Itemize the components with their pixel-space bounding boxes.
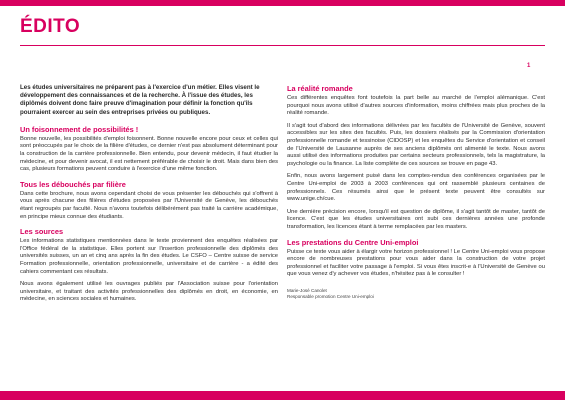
section-title-realite-romande: La réalité romande — [287, 84, 353, 93]
section-paragraph: Il s'agit tout d'abord des informations délivrées par les facultés de l'Université de Genève, souvent accessibles sur les sites des facultés. Puis, les dossiers réalisés par la Commission d'orientation professionnelle romande et tessinoise (CIDOSP) et les enquêtes du Service d'orientation et conseil de l'Université de Lausanne auprès de ses anciens diplômés ont alimenté le texte. Nous avons aussi utilisé des informations produites par certains secteurs professionnels, tels la magistrature, la psychologie ou la finance. La liste complète de ces sources se trouve en page 43. — [287, 122, 545, 167]
section-title-debouches: Tous les débouchés par filière — [20, 179, 126, 189]
section-paragraph: Les informations statistiques mentionnées dans le texte proviennent des enquêtes réalisées par l'Office fédéral de la statistique. Elles portent sur l'insertion professionnelle des diplômés des universités suisses, un an et cinq ans après la fin des études. Le CSFO – Centre suisse de service Formation professionnelle, orientation professionnelle, universitaire et de carrière - a édité des cahiers commentant ces résultats. — [20, 238, 278, 275]
section-paragraph: Enfin, nous avons largement puisé dans les comptes-rendus des conférences organisées par le Centre Uni-emploi de 2003 à 2003 conférences qui ont rassemblé plusieurs centaines de professionnels. Ces résumés ainsi que le présent texte peuvent être consultés sur www.unige.ch/cue. — [287, 173, 545, 203]
section-paragraph: Ces différentes enquêtes font toutefois la part belle au marché de l'emploi alémanique. C'est pourquoi nous avons utilisé d'autres sources d'information, moins chiffrées mais plus proches de la réalité romande. — [287, 95, 545, 117]
page-title: ÉDITO — [20, 16, 81, 37]
bottom-accent-bar — [0, 391, 565, 400]
intro-paragraph: Les études universitaires ne préparent pas à l'exercice d'un métier. Elles visent le développement des connaissances et de la recherche. À l'issue des études, les diplômés doivent donc faire preuve d'imagination pour définir la fonction qu'ils pourraient exercer au sein des entreprises privées ou publiques. — [20, 84, 260, 116]
section-title-possibilites: Un foisonnement de possibilités ! — [20, 124, 139, 134]
section-title-prestations: Les prestations du Centre Uni-emploi — [287, 237, 419, 247]
top-accent-bar — [0, 0, 565, 6]
left-column — [20, 84, 278, 309]
section-paragraph: Dans cette brochure, nous avons cependant choisi de vous présenter les débouchés qui s'offrent à vous après chacune des filières d'études proposées par l'Université de Genève, les débouchés étant regroupés par faculté. Nous n'avons toutefois délibérément pas traité la carrière académique, en principe mieux connue des étudiants. — [20, 190, 278, 220]
title-divider — [20, 45, 545, 46]
section-paragraph: Nous avons également utilisé les ouvrages publiés par l'Association suisse pour l'orientation universitaire, et traitant des activités professionnelles des diplômés en droit, en économie, en médecine, en sciences sociales et humaines. — [20, 281, 278, 303]
section-paragraph: Puisse ce texte vous aider à élargir votre horizon professionnel ! Le Centre Uni-emploi vous propose encore de nombreuses prestations pour vous aider dans la construction de votre projet professionnel et faciliter votre passage à l'emploi. Si vous êtes inscrit-e à l'Université de Genève ou que vous venez d'y achever vos études, n'hésitez pas à le consulter ! — [287, 248, 545, 278]
section-paragraph: Bonne nouvelle, les possibilités d'emploi foisonnent. Bonne nouvelle encore pour ceux et celles qui sont préoccupés par le choix de la filière d'études, ce dernier n'est pas absolument déterminant pour la construction de la carrière professionnelle. Bien entendu, pour devenir médecin, il faut étudier la médecine, et pour devenir avocat, il est nettement préférable de choisir le droit. Mais dans bien des cas, plusieurs formations peuvent conduire à l'exercice d'une même fonction. — [20, 135, 278, 173]
signature-block — [287, 288, 545, 300]
page-number: 1 — [527, 63, 531, 69]
right-column — [287, 84, 545, 300]
signature-role: Responsable promotion Centre Uni-emploi — [287, 293, 374, 299]
signature-name: Marie-José Canolet — [287, 287, 327, 293]
section-paragraph: Une dernière précision encore, lorsqu'il est question de diplôme, il s'agit tantôt de master, tantôt de licence. C'est que les études universitaires ont subi ces dernières années une profonde transformation, les licences étant à terme remplacées par les masters. — [287, 208, 545, 230]
section-title-sources: Les sources — [20, 227, 64, 237]
